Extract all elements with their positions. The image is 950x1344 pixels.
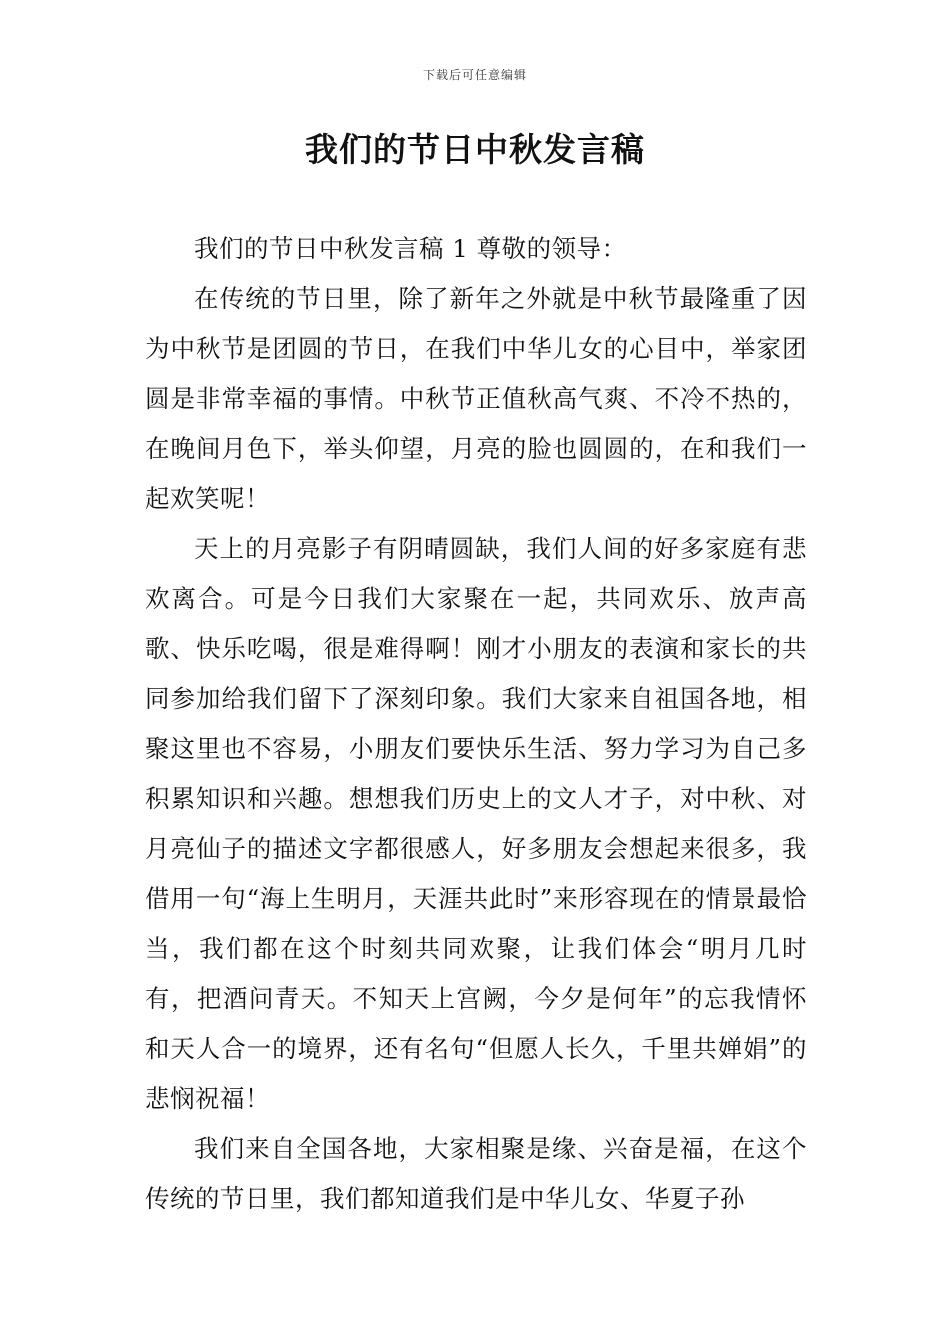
- document-title: 我们的节日中秋发言稿: [305, 130, 645, 169]
- document-body: [145, 224, 807, 1224]
- paragraph-3: 我们来自全国各地，大家相聚是缘、兴奋是福，在这个传统的节日里，我们都知道我们是中华儿女、华夏子孙: [145, 1134, 807, 1213]
- paragraph-greeting: 我们的节日中秋发言稿 1 尊敬的领导：: [194, 234, 627, 263]
- paragraph-1: 在传统的节日里，除了新年之外就是中秋节最隆重了因为中秋节是团圆的节日，在我们中华儿女的心目中，举家团圆是非常幸福的事情。中秋节正值秋高气爽、不冷不热的，在晚间月色下，举头仰望，月亮的脸也圆圆的，在和我们一起欢笑呢！: [145, 284, 807, 513]
- header-note: 下载后可任意编辑: [422, 68, 527, 82]
- paragraph-2: 天上的月亮影子有阴晴圆缺，我们人间的好多家庭有悲欢离合。可是今日我们大家聚在一起，共同欢乐、放声高歌、快乐吃喝，很是难得啊！刚才小朋友的表演和家长的共同参加给我们留下了深刻印象。我们大家来自祖国各地，相聚这里也不容易，小朋友们要快乐生活、努力学习为自己多积累知识和兴趣。想想我们历史上的文人才子，对中秋、对月亮仙子的描述文字都很感人，好多朋友会想起来很多，我借用一句“海上生明月，天涯共此时”来形容现在的情景最恰当，我们都在这个时刻共同欢聚，让我们体会“明月几时有，把酒问青天。不知天上宫阙，今夕是何年”的忘我情怀和天人合一的境界，还有名句“但愿人长久，千里共婵娟”的悲悯祝福！: [145, 534, 807, 1113]
